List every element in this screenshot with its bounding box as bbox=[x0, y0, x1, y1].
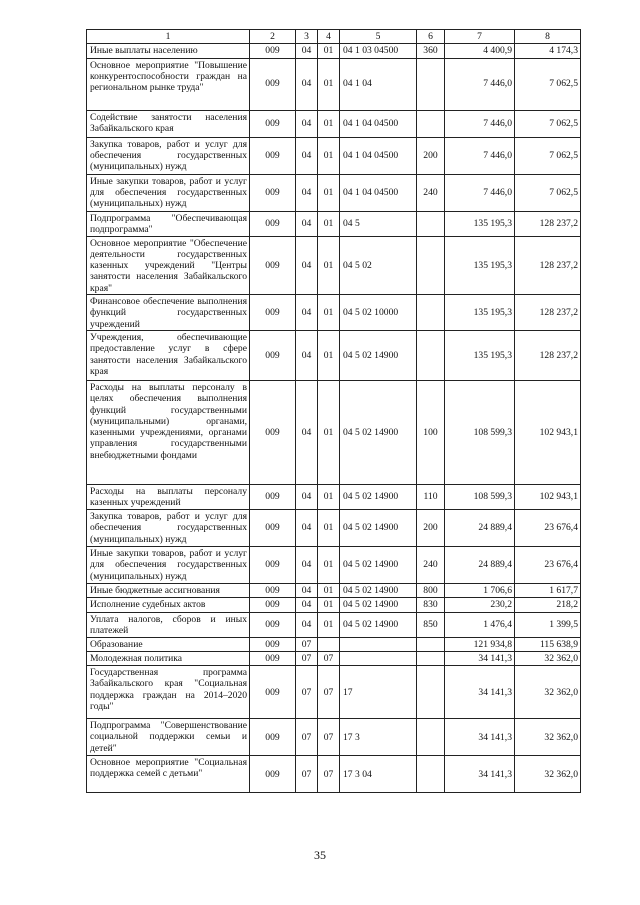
admin-code-cell: 009 bbox=[250, 719, 296, 756]
section-cell: 04 bbox=[296, 44, 318, 58]
subsection-cell: 01 bbox=[318, 509, 340, 546]
amount-2019-cell: 32 362,0 bbox=[515, 666, 581, 719]
target-article-cell: 04 1 03 04500 bbox=[340, 44, 417, 58]
target-article-cell: 04 5 bbox=[340, 211, 417, 236]
expense-type-cell bbox=[417, 58, 445, 110]
target-article-cell bbox=[340, 637, 417, 651]
subsection-cell: 01 bbox=[318, 58, 340, 110]
target-article-cell: 04 1 04 bbox=[340, 58, 417, 110]
table-row bbox=[87, 583, 581, 597]
item-name-cell: Подпрограмма "Совершенствование социальной поддержки семьи и детей" bbox=[87, 719, 250, 756]
item-name-cell: Уплата налогов, сборов и иных платежей bbox=[87, 612, 250, 637]
table-row bbox=[87, 236, 581, 294]
admin-code-cell: 009 bbox=[250, 58, 296, 110]
expense-type-cell bbox=[417, 637, 445, 651]
expense-type-cell bbox=[417, 211, 445, 236]
table-row bbox=[87, 637, 581, 651]
table-row bbox=[87, 380, 581, 484]
amount-2019-cell: 7 062,5 bbox=[515, 137, 581, 174]
section-cell: 04 bbox=[296, 295, 318, 331]
column-header: 3 bbox=[296, 30, 318, 44]
subsection-cell: 07 bbox=[318, 666, 340, 719]
amount-2018-cell: 7 446,0 bbox=[445, 110, 515, 137]
amount-2018-cell: 230,2 bbox=[445, 598, 515, 612]
target-article-cell: 04 5 02 14900 bbox=[340, 583, 417, 597]
amount-2018-cell: 7 446,0 bbox=[445, 137, 515, 174]
section-cell: 04 bbox=[296, 583, 318, 597]
amount-2019-cell: 7 062,5 bbox=[515, 174, 581, 211]
amount-2019-cell: 23 676,4 bbox=[515, 546, 581, 583]
subsection-cell: 01 bbox=[318, 546, 340, 583]
item-name-cell: Иные закупки товаров, работ и услуг для обеспечения государственных (муниципальных) нужд bbox=[87, 546, 250, 583]
table-row bbox=[87, 484, 581, 509]
item-name-cell: Иные выплаты населению bbox=[87, 44, 250, 58]
section-cell: 04 bbox=[296, 137, 318, 174]
item-name-cell: Содействие занятости населения Забайкальского края bbox=[87, 110, 250, 137]
table-row bbox=[87, 211, 581, 236]
table-row bbox=[87, 110, 581, 137]
amount-2018-cell: 7 446,0 bbox=[445, 58, 515, 110]
amount-2019-cell: 218,2 bbox=[515, 598, 581, 612]
expense-type-cell bbox=[417, 110, 445, 137]
target-article-cell: 04 1 04 04500 bbox=[340, 137, 417, 174]
column-header: 2 bbox=[250, 30, 296, 44]
subsection-cell: 07 bbox=[318, 651, 340, 665]
amount-2018-cell: 135 195,3 bbox=[445, 211, 515, 236]
subsection-cell: 01 bbox=[318, 295, 340, 331]
item-name-cell: Иные закупки товаров, работ и услуг для обеспечения государственных (муниципальных) нужд bbox=[87, 174, 250, 211]
admin-code-cell: 009 bbox=[250, 756, 296, 793]
expense-type-cell: 200 bbox=[417, 137, 445, 174]
admin-code-cell: 009 bbox=[250, 637, 296, 651]
admin-code-cell: 009 bbox=[250, 174, 296, 211]
table-row bbox=[87, 330, 581, 380]
table-row bbox=[87, 756, 581, 793]
amount-2018-cell: 1 706,6 bbox=[445, 583, 515, 597]
amount-2019-cell: 128 237,2 bbox=[515, 295, 581, 331]
amount-2019-cell: 1 399,5 bbox=[515, 612, 581, 637]
admin-code-cell: 009 bbox=[250, 330, 296, 380]
table-row bbox=[87, 612, 581, 637]
section-cell: 07 bbox=[296, 637, 318, 651]
target-article-cell: 04 5 02 10000 bbox=[340, 295, 417, 331]
target-article-cell: 04 5 02 14900 bbox=[340, 380, 417, 484]
subsection-cell: 01 bbox=[318, 612, 340, 637]
amount-2019-cell: 128 237,2 bbox=[515, 330, 581, 380]
amount-2019-cell: 32 362,0 bbox=[515, 719, 581, 756]
admin-code-cell: 009 bbox=[250, 598, 296, 612]
amount-2019-cell: 7 062,5 bbox=[515, 110, 581, 137]
subsection-cell: 01 bbox=[318, 583, 340, 597]
budget-table-page bbox=[86, 29, 580, 793]
target-article-cell: 04 5 02 14900 bbox=[340, 509, 417, 546]
amount-2019-cell: 128 237,2 bbox=[515, 211, 581, 236]
section-cell: 04 bbox=[296, 380, 318, 484]
table-row bbox=[87, 174, 581, 211]
subsection-cell: 07 bbox=[318, 756, 340, 793]
amount-2019-cell: 115 638,9 bbox=[515, 637, 581, 651]
target-article-cell: 17 3 04 bbox=[340, 756, 417, 793]
admin-code-cell: 009 bbox=[250, 651, 296, 665]
expense-type-cell bbox=[417, 236, 445, 294]
expense-type-cell bbox=[417, 666, 445, 719]
admin-code-cell: 009 bbox=[250, 612, 296, 637]
item-name-cell: Расходы на выплаты персоналу в целях обеспечения выполнения функций государственными (муниципальными) органами, казенными учреждениями, органами управления государственными внебюджетными фондами bbox=[87, 380, 250, 484]
item-name-cell: Исполнение судебных актов bbox=[87, 598, 250, 612]
section-cell: 07 bbox=[296, 666, 318, 719]
expense-type-cell: 200 bbox=[417, 509, 445, 546]
column-header: 4 bbox=[318, 30, 340, 44]
section-cell: 07 bbox=[296, 756, 318, 793]
admin-code-cell: 009 bbox=[250, 137, 296, 174]
table-row bbox=[87, 509, 581, 546]
admin-code-cell: 009 bbox=[250, 44, 296, 58]
expense-type-cell bbox=[417, 651, 445, 665]
item-name-cell: Закупка товаров, работ и услуг для обеспечения государственных (муниципальных) нужд bbox=[87, 137, 250, 174]
section-cell: 04 bbox=[296, 612, 318, 637]
amount-2018-cell: 4 400,9 bbox=[445, 44, 515, 58]
table-row bbox=[87, 58, 581, 110]
amount-2018-cell: 135 195,3 bbox=[445, 330, 515, 380]
item-name-cell: Учреждения, обеспечивающие предоставление услуг в сфере занятости населения Забайкальского края bbox=[87, 330, 250, 380]
column-header: 7 bbox=[445, 30, 515, 44]
subsection-cell: 01 bbox=[318, 211, 340, 236]
subsection-cell: 01 bbox=[318, 236, 340, 294]
subsection-cell: 01 bbox=[318, 137, 340, 174]
amount-2018-cell: 121 934,8 bbox=[445, 637, 515, 651]
target-article-cell: 17 bbox=[340, 666, 417, 719]
table-row bbox=[87, 44, 581, 58]
table-row bbox=[87, 295, 581, 331]
amount-2018-cell: 135 195,3 bbox=[445, 236, 515, 294]
expense-type-cell: 850 bbox=[417, 612, 445, 637]
amount-2018-cell: 34 141,3 bbox=[445, 719, 515, 756]
section-cell: 04 bbox=[296, 509, 318, 546]
target-article-cell: 04 5 02 14900 bbox=[340, 546, 417, 583]
expense-type-cell: 240 bbox=[417, 546, 445, 583]
table-row bbox=[87, 651, 581, 665]
admin-code-cell: 009 bbox=[250, 666, 296, 719]
admin-code-cell: 009 bbox=[250, 484, 296, 509]
target-article-cell: 04 5 02 14900 bbox=[340, 484, 417, 509]
item-name-cell: Основное мероприятие "Повышение конкурентоспособности граждан на региональном рынке труда" bbox=[87, 58, 250, 110]
amount-2019-cell: 7 062,5 bbox=[515, 58, 581, 110]
table-row bbox=[87, 598, 581, 612]
budget-table bbox=[86, 29, 581, 793]
subsection-cell: 01 bbox=[318, 44, 340, 58]
expense-type-cell bbox=[417, 330, 445, 380]
subsection-cell: 01 bbox=[318, 330, 340, 380]
item-name-cell: Подпрограмма "Обеспечивающая подпрограмма" bbox=[87, 211, 250, 236]
column-header: 8 bbox=[515, 30, 581, 44]
section-cell: 04 bbox=[296, 236, 318, 294]
amount-2018-cell: 34 141,3 bbox=[445, 651, 515, 665]
item-name-cell: Государственная программа Забайкальского края "Социальная поддержка граждан на 2014–2020 годы" bbox=[87, 666, 250, 719]
expense-type-cell: 800 bbox=[417, 583, 445, 597]
admin-code-cell: 009 bbox=[250, 236, 296, 294]
table-row bbox=[87, 137, 581, 174]
admin-code-cell: 009 bbox=[250, 110, 296, 137]
target-article-cell: 17 3 bbox=[340, 719, 417, 756]
expense-type-cell bbox=[417, 719, 445, 756]
amount-2018-cell: 108 599,3 bbox=[445, 484, 515, 509]
amount-2019-cell: 23 676,4 bbox=[515, 509, 581, 546]
amount-2019-cell: 128 237,2 bbox=[515, 236, 581, 294]
subsection-cell: 01 bbox=[318, 110, 340, 137]
amount-2018-cell: 135 195,3 bbox=[445, 295, 515, 331]
table-row bbox=[87, 546, 581, 583]
expense-type-cell: 830 bbox=[417, 598, 445, 612]
admin-code-cell: 009 bbox=[250, 295, 296, 331]
expense-type-cell: 110 bbox=[417, 484, 445, 509]
section-cell: 04 bbox=[296, 484, 318, 509]
item-name-cell: Образование bbox=[87, 637, 250, 651]
section-cell: 04 bbox=[296, 211, 318, 236]
amount-2018-cell: 1 476,4 bbox=[445, 612, 515, 637]
section-cell: 04 bbox=[296, 598, 318, 612]
target-article-cell: 04 1 04 04500 bbox=[340, 110, 417, 137]
target-article-cell: 04 5 02 14900 bbox=[340, 612, 417, 637]
item-name-cell: Расходы на выплаты персоналу казенных учреждений bbox=[87, 484, 250, 509]
admin-code-cell: 009 bbox=[250, 380, 296, 484]
subsection-cell: 07 bbox=[318, 719, 340, 756]
item-name-cell: Молодежная политика bbox=[87, 651, 250, 665]
subsection-cell: 01 bbox=[318, 174, 340, 211]
target-article-cell: 04 1 04 04500 bbox=[340, 174, 417, 211]
amount-2019-cell: 32 362,0 bbox=[515, 756, 581, 793]
header-row bbox=[87, 30, 581, 44]
subsection-cell: 01 bbox=[318, 380, 340, 484]
table-row bbox=[87, 719, 581, 756]
subsection-cell bbox=[318, 637, 340, 651]
amount-2019-cell: 4 174,3 bbox=[515, 44, 581, 58]
amount-2018-cell: 34 141,3 bbox=[445, 756, 515, 793]
target-article-cell: 04 5 02 bbox=[340, 236, 417, 294]
target-article-cell bbox=[340, 651, 417, 665]
subsection-cell: 01 bbox=[318, 484, 340, 509]
item-name-cell: Иные бюджетные ассигнования bbox=[87, 583, 250, 597]
item-name-cell: Финансовое обеспечение выполнения функций государственных учреждений bbox=[87, 295, 250, 331]
column-header: 1 bbox=[87, 30, 250, 44]
item-name-cell: Основное мероприятие "Социальная поддержка семей с детьми" bbox=[87, 756, 250, 793]
amount-2019-cell: 102 943,1 bbox=[515, 484, 581, 509]
page-number: 35 bbox=[314, 848, 326, 862]
table-row bbox=[87, 666, 581, 719]
target-article-cell: 04 5 02 14900 bbox=[340, 598, 417, 612]
amount-2019-cell: 32 362,0 bbox=[515, 651, 581, 665]
expense-type-cell bbox=[417, 295, 445, 331]
section-cell: 07 bbox=[296, 719, 318, 756]
section-cell: 04 bbox=[296, 546, 318, 583]
subsection-cell: 01 bbox=[318, 598, 340, 612]
column-header: 5 bbox=[340, 30, 417, 44]
admin-code-cell: 009 bbox=[250, 509, 296, 546]
column-header: 6 bbox=[417, 30, 445, 44]
amount-2018-cell: 24 889,4 bbox=[445, 509, 515, 546]
expense-type-cell bbox=[417, 756, 445, 793]
admin-code-cell: 009 bbox=[250, 583, 296, 597]
item-name-cell: Закупка товаров, работ и услуг для обеспечения государственных (муниципальных) нужд bbox=[87, 509, 250, 546]
admin-code-cell: 009 bbox=[250, 546, 296, 583]
section-cell: 04 bbox=[296, 174, 318, 211]
amount-2019-cell: 1 617,7 bbox=[515, 583, 581, 597]
target-article-cell: 04 5 02 14900 bbox=[340, 330, 417, 380]
section-cell: 04 bbox=[296, 58, 318, 110]
amount-2019-cell: 102 943,1 bbox=[515, 380, 581, 484]
amount-2018-cell: 24 889,4 bbox=[445, 546, 515, 583]
expense-type-cell: 240 bbox=[417, 174, 445, 211]
expense-type-cell: 360 bbox=[417, 44, 445, 58]
amount-2018-cell: 108 599,3 bbox=[445, 380, 515, 484]
amount-2018-cell: 34 141,3 bbox=[445, 666, 515, 719]
section-cell: 04 bbox=[296, 330, 318, 380]
amount-2018-cell: 7 446,0 bbox=[445, 174, 515, 211]
expense-type-cell: 100 bbox=[417, 380, 445, 484]
section-cell: 07 bbox=[296, 651, 318, 665]
section-cell: 04 bbox=[296, 110, 318, 137]
item-name-cell: Основное мероприятие "Обеспечение деятельности государственных казенных учреждений "Центры занятости населения Забайкальского края" bbox=[87, 236, 250, 294]
admin-code-cell: 009 bbox=[250, 211, 296, 236]
